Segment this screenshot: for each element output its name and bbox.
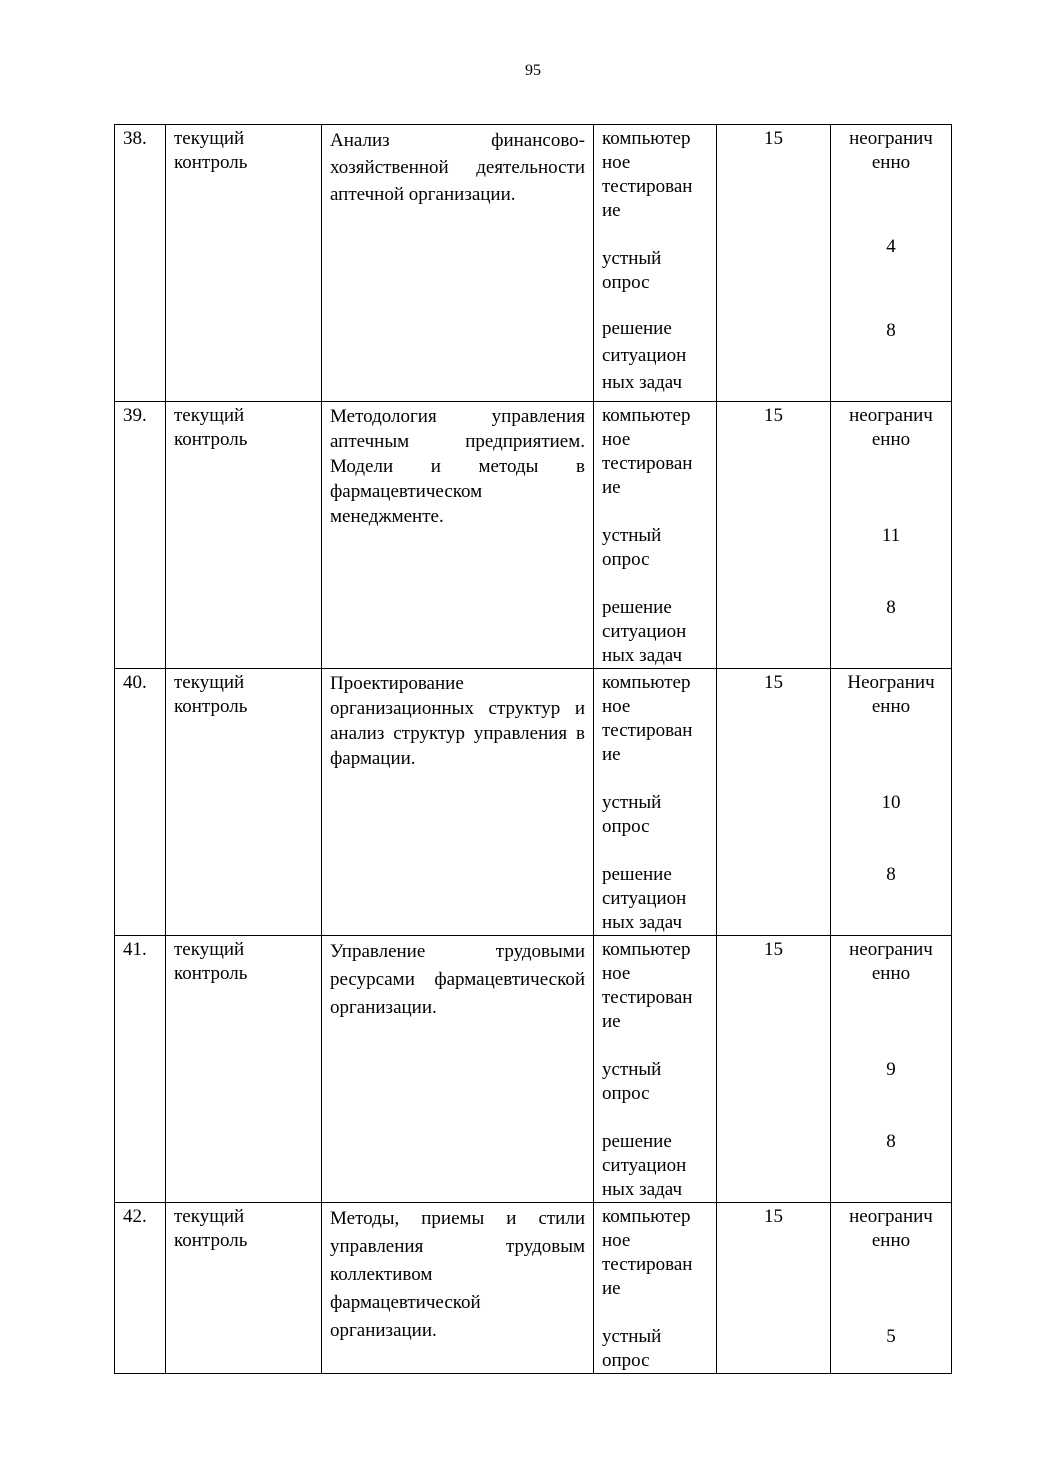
form-item: компьютер ное тестирован ие: [602, 405, 693, 498]
variant-item: 8: [886, 1131, 896, 1152]
assessment-forms: [594, 936, 717, 1203]
table-row: [115, 125, 952, 402]
page-number: 95: [525, 62, 541, 79]
form-item: устный опрос: [602, 1059, 662, 1104]
table-row: [115, 669, 952, 936]
variant-item: 8: [886, 597, 896, 618]
assessment-forms: [594, 402, 717, 669]
control-type: текущий контроль: [166, 402, 322, 669]
form-item: решение ситуацион ных задач: [602, 864, 687, 933]
question-count: 15: [717, 125, 831, 402]
variant-item: неогранич енно: [849, 128, 933, 173]
assessment-forms: [594, 669, 717, 936]
variant-item: неогранич енно: [849, 939, 933, 984]
row-number: 42.: [115, 1203, 166, 1374]
assessment-forms: [594, 1203, 717, 1374]
question-count: 15: [717, 1203, 831, 1374]
topic: Методы, приемы и стили управления трудовым коллективом фармацевтической организации.: [322, 1203, 594, 1374]
form-item: решение ситуацион ных задач: [602, 1131, 687, 1200]
variant-item: 9: [886, 1059, 896, 1080]
variant-item: 10: [881, 792, 901, 813]
variant-item: 11: [881, 525, 901, 546]
form-item: компьютер ное тестирован ие: [602, 672, 693, 765]
table-row: [115, 402, 952, 669]
control-type: текущий контроль: [166, 669, 322, 936]
form-item: компьютер ное тестирован ие: [602, 128, 693, 221]
variant-count: [831, 1203, 952, 1374]
topic: Проектирование организационных структур и анализ структур управления в фармации.: [322, 669, 594, 936]
variant-item: неогранич енно: [849, 405, 933, 450]
question-count: 15: [717, 402, 831, 669]
row-number: 39.: [115, 402, 166, 669]
assessment-forms: [594, 125, 717, 402]
control-type: текущий контроль: [166, 125, 322, 402]
form-item: устный опрос: [602, 248, 662, 293]
variant-item: 8: [886, 864, 896, 885]
topic: Методология управления аптечным предприятием. Модели и методы в фармацевтическом менеджменте.: [322, 402, 594, 669]
row-number: 40.: [115, 669, 166, 936]
variant-item: 8: [886, 320, 896, 341]
form-item: компьютер ное тестирован ие: [602, 939, 693, 1032]
variant-count: [831, 669, 952, 936]
topic: Анализ финансово-хозяйственной деятельности аптечной организации.: [322, 125, 594, 402]
form-item: устный опрос: [602, 792, 662, 837]
row-number: 41.: [115, 936, 166, 1203]
topic: Управление трудовыми ресурсами фармацевтической организации.: [322, 936, 594, 1203]
table-row: [115, 1203, 952, 1374]
assessment-table: [114, 124, 952, 1374]
form-item: устный опрос: [602, 1326, 662, 1371]
table-row: [115, 936, 952, 1203]
form-item: компьютер ное тестирован ие: [602, 1206, 693, 1299]
form-item: устный опрос: [602, 525, 662, 570]
question-count: 15: [717, 936, 831, 1203]
variant-item: Неогранич енно: [847, 672, 935, 717]
form-item: решение ситуацион ных задач: [602, 597, 687, 666]
variant-item: 4: [886, 236, 896, 257]
variant-count: [831, 402, 952, 669]
variant-count: [831, 125, 952, 402]
variant-item: неогранич енно: [849, 1206, 933, 1251]
variant-item: 5: [886, 1326, 896, 1347]
row-number: 38.: [115, 125, 166, 402]
control-type: текущий контроль: [166, 1203, 322, 1374]
control-type: текущий контроль: [166, 936, 322, 1203]
question-count: 15: [717, 669, 831, 936]
variant-count: [831, 936, 952, 1203]
form-item: решение ситуацион ных задач: [602, 318, 687, 393]
